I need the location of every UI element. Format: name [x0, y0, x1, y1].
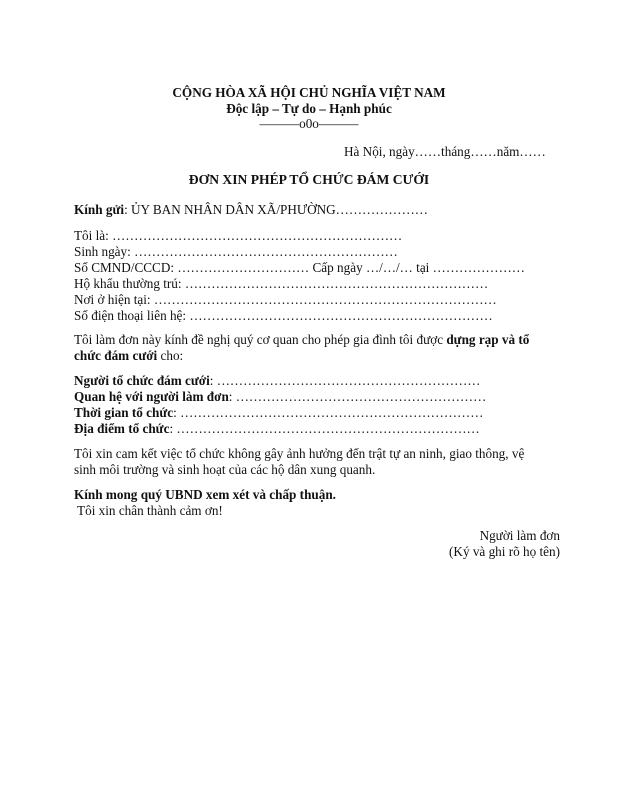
request-text-cont: cho:: [157, 348, 184, 363]
location-value: : ……………………………………………………………: [169, 421, 480, 436]
motto: Độc lập – Tự do – Hạnh phúc: [226, 101, 392, 116]
place-date: Hà Nội, ngày……tháng……năm……: [344, 144, 546, 159]
location-label: Địa điểm tổ chức: [74, 421, 170, 436]
recipient-label: Kính gửi: [74, 202, 125, 217]
relation-label: Quan hệ với người làm đơn: [74, 389, 229, 404]
time-label: Thời gian tổ chức: [74, 405, 174, 420]
header-separator: ———o0o———: [259, 116, 359, 131]
request-text: Tôi làm đơn này kính đề nghị quý cơ quan cho phép gia đình tôi được: [74, 332, 447, 347]
id-field: Số CMND/CCCD: ………………………… Cấp ngày …/…/… tại …………………: [74, 260, 525, 275]
relation-field: [74, 389, 486, 405]
name-field: Tôi là: …………………………………………………………: [74, 228, 403, 243]
organizer-field: [74, 373, 481, 389]
signature-role: Người làm đơn: [479, 528, 560, 543]
recipient-line: [74, 202, 428, 218]
commitment-line-2: sinh môi trường và sinh hoạt của các hộ dân xung quanh.: [74, 462, 376, 477]
time-value: : ……………………………………………………………: [173, 405, 484, 420]
location-field: [74, 421, 480, 437]
recipient-value: : ỦY BAN NHÂN DÂN XÃ/PHƯỜNG…………………: [124, 202, 428, 217]
relation-value: : …………………………………………………: [228, 389, 487, 404]
request-emphasis-cont: chức đám cưới: [74, 348, 158, 363]
residence-field: Nơi ở hiện tại: ……………………………………………………………………: [74, 292, 497, 307]
phone-field: Số điện thoại liên hệ: ……………………………………………………………: [74, 308, 493, 323]
organizer-value: : ……………………………………………………: [209, 373, 481, 388]
organizer-label: Người tổ chức đám cưới: [74, 373, 210, 388]
request-line-2: [74, 348, 183, 364]
signature-note: (Ký và ghi rõ họ tên): [449, 544, 560, 559]
document-title: ĐƠN XIN PHÉP TỔ CHỨC ĐÁM CƯỚI: [188, 172, 430, 187]
closing-request: Kính mong quý UBND xem xét và chấp thuận.: [74, 487, 336, 502]
time-field: [74, 405, 483, 421]
nation-heading: CỘNG HÒA XÃ HỘI CHỦ NGHĨA VIỆT NAM: [172, 85, 446, 100]
birth-field: Sinh ngày: ……………………………………………………: [74, 244, 398, 259]
closing-thanks: Tôi xin chân thành cảm ơn!: [74, 503, 223, 518]
commitment-line-1: Tôi xin cam kết việc tổ chức không gây ảnh hưởng đến trật tự an ninh, giao thông, vệ: [74, 446, 525, 461]
request-line-1: [74, 332, 529, 348]
household-field: Hộ khẩu thường trú: ……………………………………………………………: [74, 276, 489, 291]
request-emphasis: dựng rạp và tổ: [446, 332, 530, 347]
